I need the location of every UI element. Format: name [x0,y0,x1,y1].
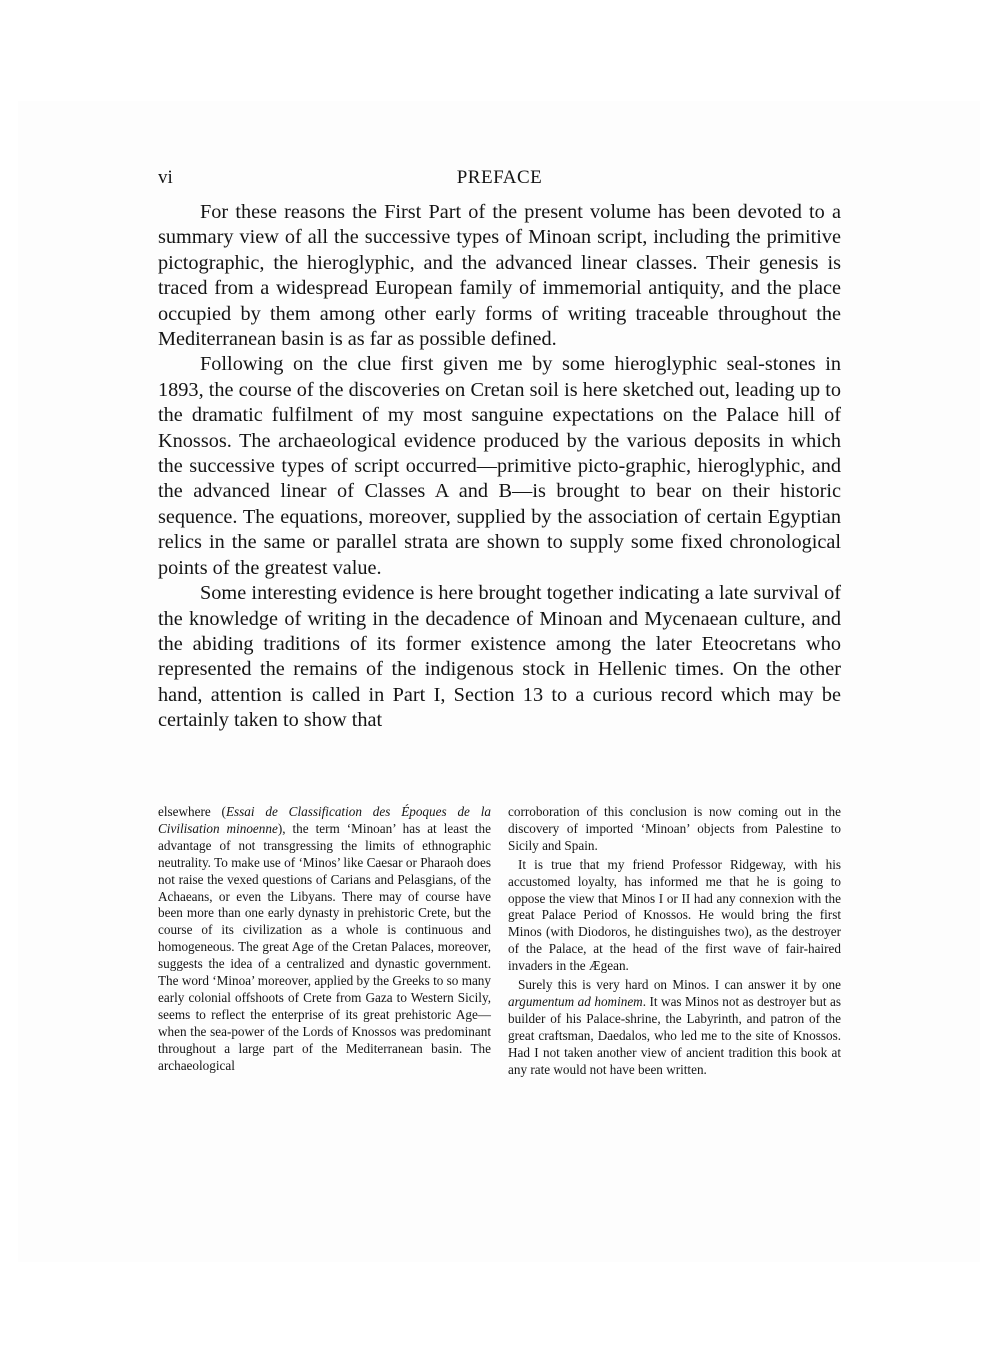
footnotes [158,804,841,1081]
footnote-column-right [508,804,841,1081]
paragraph: For these reasons the First Part of the present volume has been devoted to a summary view of all the successive types of Minoan script, including the primitive pictographic, the hieroglyphic, and the advanced linear classes. Their genesis is traced from a widespread European family of immemorial antiquity, and the place occupied by them among other early forms of writing traceable throughout the Mediterranean basin is as far as possible defined. [158,201,841,351]
paragraph: Following on the clue first given me by some hieroglyphic seal-stones in 1893, the course of the discoveries on Cretan soil is here sketched out, leading up to the dramatic fulfilment of my most sanguine expectations on the Palace hill of Knossos. The archaeological evidence produced by the various deposits in which the successive types of script occurred—primitive picto-graphic, hieroglyphic, and the advanced linear of Classes A and B—is brought to bear on their historic sequence. The equations, moreover, supplied by the association of certain Egyptian relics in the same or parallel strata are shown to supply some fixed chronological points of the greatest value. [158,353,841,579]
footnote-italic-phrase: argumentum ad hominem [508,993,643,1009]
footnote-paragraph [158,804,491,1075]
footnote-text: ), the term ‘Minoan’ has at least the advantage of not transgressing the limits of ethnographic neutrality. To make use of ‘Minos’ like Caesar or Pharaoh does not raise the vexed questions of Carians and Pelasgians, of the Achaeans, or even the Libyans. There may of course have been more than one early dynasty in prehistoric Crete, but the course of its civilization as a whole is continuous and homogeneous. The great Age of the Cretan Palaces, moreover, suggests the idea of a centralized and dynastic government. The word ‘Minoa’ moreover, applied by the Greeks to so many early colonial offshoots of Crete from Gaza to Western Sicily, seems to reflect the enterprise of its great prehistoric Age—when the sea-power of the Lords of Knossos was predominant throughout a large part of the Mediterranean basin. The archaeological [158,820,491,1073]
footnote-paragraph [508,977,841,1078]
footnote-text: . It was Minos not as destroyer but as builder of his Palace-shrine, the Labyrinth, and patron of the great craftsman, Daedalos, who led me to the site of Knossos. Had I not taken another view of ancient tradition this book at any rate would not have been written. [508,993,841,1077]
main-text [158,200,841,734]
footnote-italic-title: Essai de Classification des Époques de la Civilisation minoenne [158,804,491,836]
paragraph: Some interesting evidence is here brought together indicating a late survival of the knowledge of writing in the decadence of Minoan and Mycenaean culture, and the abiding traditions of its former existence among the later Eteocretans who represented the remains of the indigenous stock in Hellenic times. On the other hand, attention is called in Part I, Section 13 to a curious record which may be certainly taken to show that [158,582,841,732]
footnote-column-left [158,804,491,1081]
footnote-paragraph: corroboration of this conclusion is now coming out in the discovery of imported ‘Minoan’ objects from Palestine to Sicily and Spain. [508,804,841,853]
page-number: vi [158,167,173,188]
running-head [158,165,841,191]
running-head-title: PREFACE [456,167,543,188]
footnote-text: elsewhere ( [158,804,226,819]
footnote-text: Surely this is very hard on Minos. I can answer it by one [518,977,841,993]
footnote-paragraph: It is true that my friend Professor Ridgeway, with his accustomed loyalty, has informed me that he is going to oppose the view that Minos I or II had any connexion with the great Palace Period of Knossos. He would bring the first Minos (with Diodoros, he distinguishes two), as the destroyer of the Palace, at the head of the first wave of fair-haired invaders in the Ægean. [508,856,841,974]
